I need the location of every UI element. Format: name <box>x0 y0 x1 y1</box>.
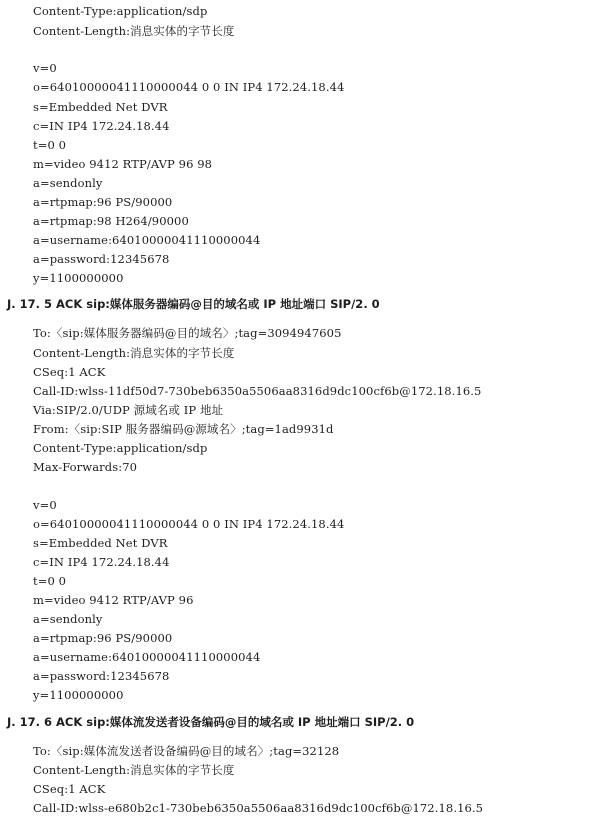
sdp-line: c=IN IP4 172.24.18.44 <box>33 555 170 569</box>
sdp-line: a=rtpmap:96 PS/90000 <box>33 631 173 645</box>
sdp-line: a=password:12345678 <box>33 669 170 683</box>
sdp-line: a=password:12345678 <box>33 252 170 266</box>
header-line: Content-Length:消息实体的字节长度 <box>33 346 235 360</box>
header-line: Max-Forwards:70 <box>33 460 138 474</box>
sdp-line: m=video 9412 RTP/AVP 96 <box>33 593 194 607</box>
header-line: To:〈sip:媒体服务器编码@目的域名〉;tag=3094947605 <box>33 326 342 340</box>
sdp-line: v=0 <box>33 61 57 75</box>
section-heading: J. 17. 6 ACK sip:媒体流发送者设备编码@目的域名或 IP 地址端口 SIP/2. 0 <box>7 715 415 729</box>
sdp-line: v=0 <box>33 498 57 512</box>
sdp-line: y=1100000000 <box>33 688 124 702</box>
sdp-line: o=64010000041110000044 0 0 IN IP4 172.24.18.44 <box>33 80 345 94</box>
sdp-line: a=rtpmap:96 PS/90000 <box>33 195 173 209</box>
sdp-line: s=Embedded Net DVR <box>33 536 168 550</box>
header-line: Call-ID:wlss-11df50d7-730beb6350a5506aa8316d9dc100cf6b@172.18.16.5 <box>33 384 482 398</box>
sdp-line: m=video 9412 RTP/AVP 96 98 <box>33 157 213 171</box>
header-line: Content-Type:application/sdp <box>33 441 208 455</box>
header-line: From:〈sip:SIP 服务器编码@源域名〉;tag=1ad9931d <box>33 422 334 436</box>
sdp-line: a=username:64010000041110000044 <box>33 233 261 247</box>
header-line: Call-ID:wlss-e680b2c1-730beb6350a5506aa8316d9dc100cf6b@172.18.16.5 <box>33 801 484 815</box>
section-heading: J. 17. 5 ACK sip:媒体服务器编码@目的域名或 IP 地址端口 SIP/2. 0 <box>7 297 380 311</box>
header-line: Content-Length:消息实体的字节长度 <box>33 763 235 777</box>
content-type-line: Content-Type:application/sdp <box>33 4 208 18</box>
sdp-line: s=Embedded Net DVR <box>33 100 168 114</box>
sdp-line: c=IN IP4 172.24.18.44 <box>33 119 170 133</box>
sdp-line: a=rtpmap:98 H264/90000 <box>33 214 189 228</box>
sdp-line: a=username:64010000041110000044 <box>33 650 261 664</box>
sdp-line: a=sendonly <box>33 176 103 190</box>
header-line: To:〈sip:媒体流发送者设备编码@目的域名〉;tag=32128 <box>33 744 340 758</box>
header-line: Via:SIP/2.0/UDP 源域名或 IP 地址 <box>33 403 224 417</box>
content-length-line: Content-Length:消息实体的字节长度 <box>33 24 235 38</box>
sdp-line: a=sendonly <box>33 612 103 626</box>
sdp-line: y=1100000000 <box>33 271 124 285</box>
header-line: CSeq:1 ACK <box>33 782 106 796</box>
sdp-line: t=0 0 <box>33 138 67 152</box>
sdp-line: t=0 0 <box>33 574 67 588</box>
header-line: CSeq:1 ACK <box>33 365 106 379</box>
sdp-line: o=64010000041110000044 0 0 IN IP4 172.24.18.44 <box>33 517 345 531</box>
